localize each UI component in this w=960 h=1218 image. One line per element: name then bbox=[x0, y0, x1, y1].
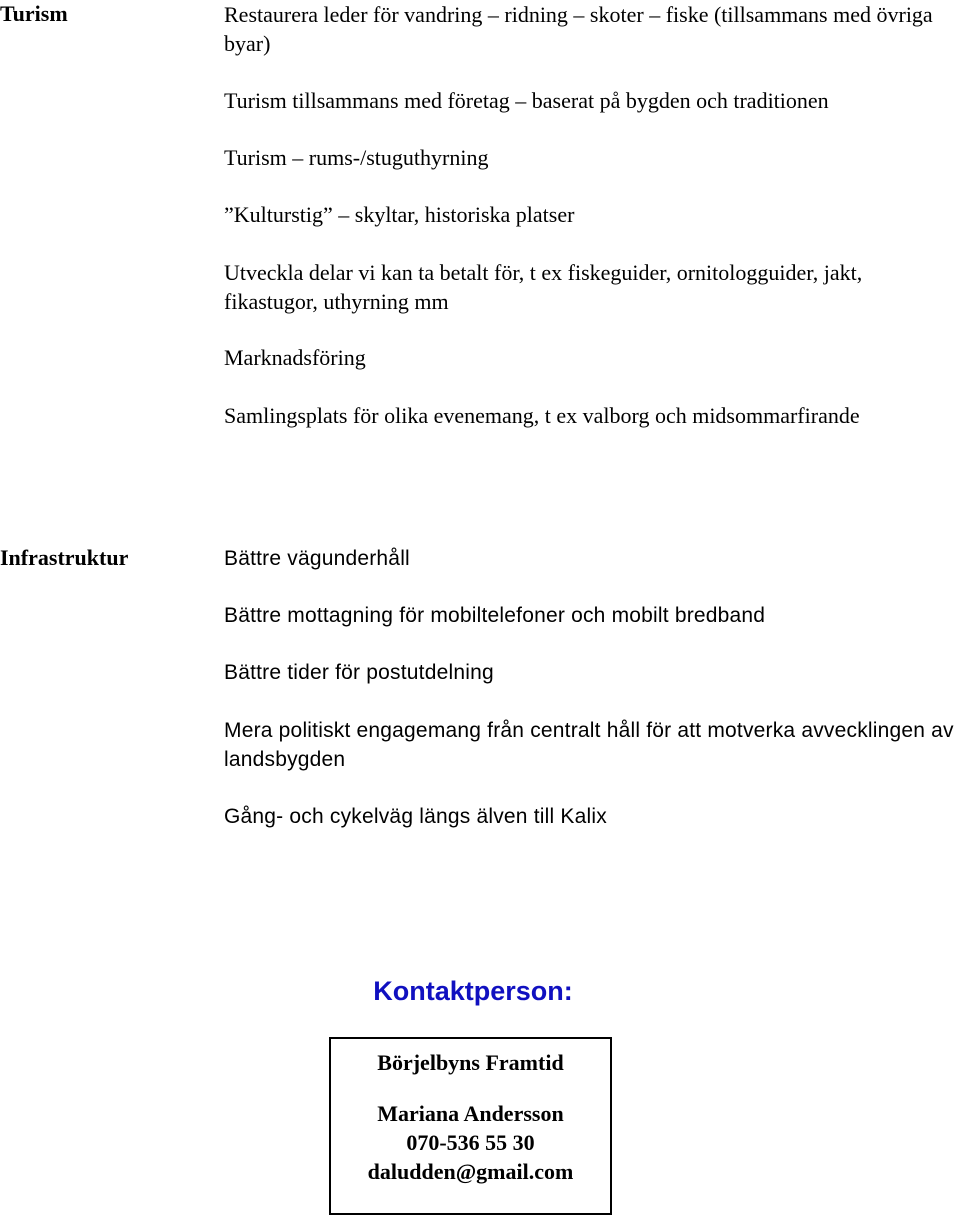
contact-organization: Börjelbyns Framtid bbox=[377, 1050, 564, 1075]
section-label-infrastruktur: Infrastruktur bbox=[0, 545, 129, 570]
list-item: Bättre mottagning för mobiltelefoner och mobilt bredband bbox=[224, 604, 766, 627]
list-item: Gång- och cykelväg längs älven till Kalix bbox=[224, 805, 607, 828]
list-item: Turism – rums-/stuguthyrning bbox=[224, 145, 489, 170]
contact-name: Mariana Andersson bbox=[377, 1101, 564, 1126]
list-item: Samlingsplats för olika evenemang, t ex valborg och midsommarfirande bbox=[224, 403, 860, 428]
contact-box bbox=[329, 1037, 612, 1215]
list-item: Marknadsföring bbox=[224, 345, 366, 370]
section-label-turism: Turism bbox=[0, 1, 68, 26]
list-item: Bättre vägunderhåll bbox=[224, 547, 410, 570]
list-item: Turism tillsammans med företag – baserat på bygden och traditionen bbox=[224, 88, 829, 113]
contact-email: daludden@gmail.com bbox=[367, 1159, 574, 1184]
list-item: Restaurera leder för vandring – ridning – skoter – fiske (tillsammans med övriga byar) bbox=[224, 2, 933, 56]
list-item: Bättre tider för postutdelning bbox=[224, 661, 494, 684]
contact-phone: 070-536 55 30 bbox=[406, 1130, 535, 1155]
list-item: ”Kulturstig” – skyltar, historiska platser bbox=[224, 202, 575, 227]
contact-heading: Kontaktperson: bbox=[373, 976, 573, 1006]
list-item: Mera politiskt engagemang från centralt håll för att motverka avvecklingen av landsbygden bbox=[224, 719, 954, 771]
list-item: Utveckla delar vi kan ta betalt för, t ex fiskeguider, ornitologguider, jakt, fikastugor, uthyrning mm bbox=[224, 260, 863, 314]
